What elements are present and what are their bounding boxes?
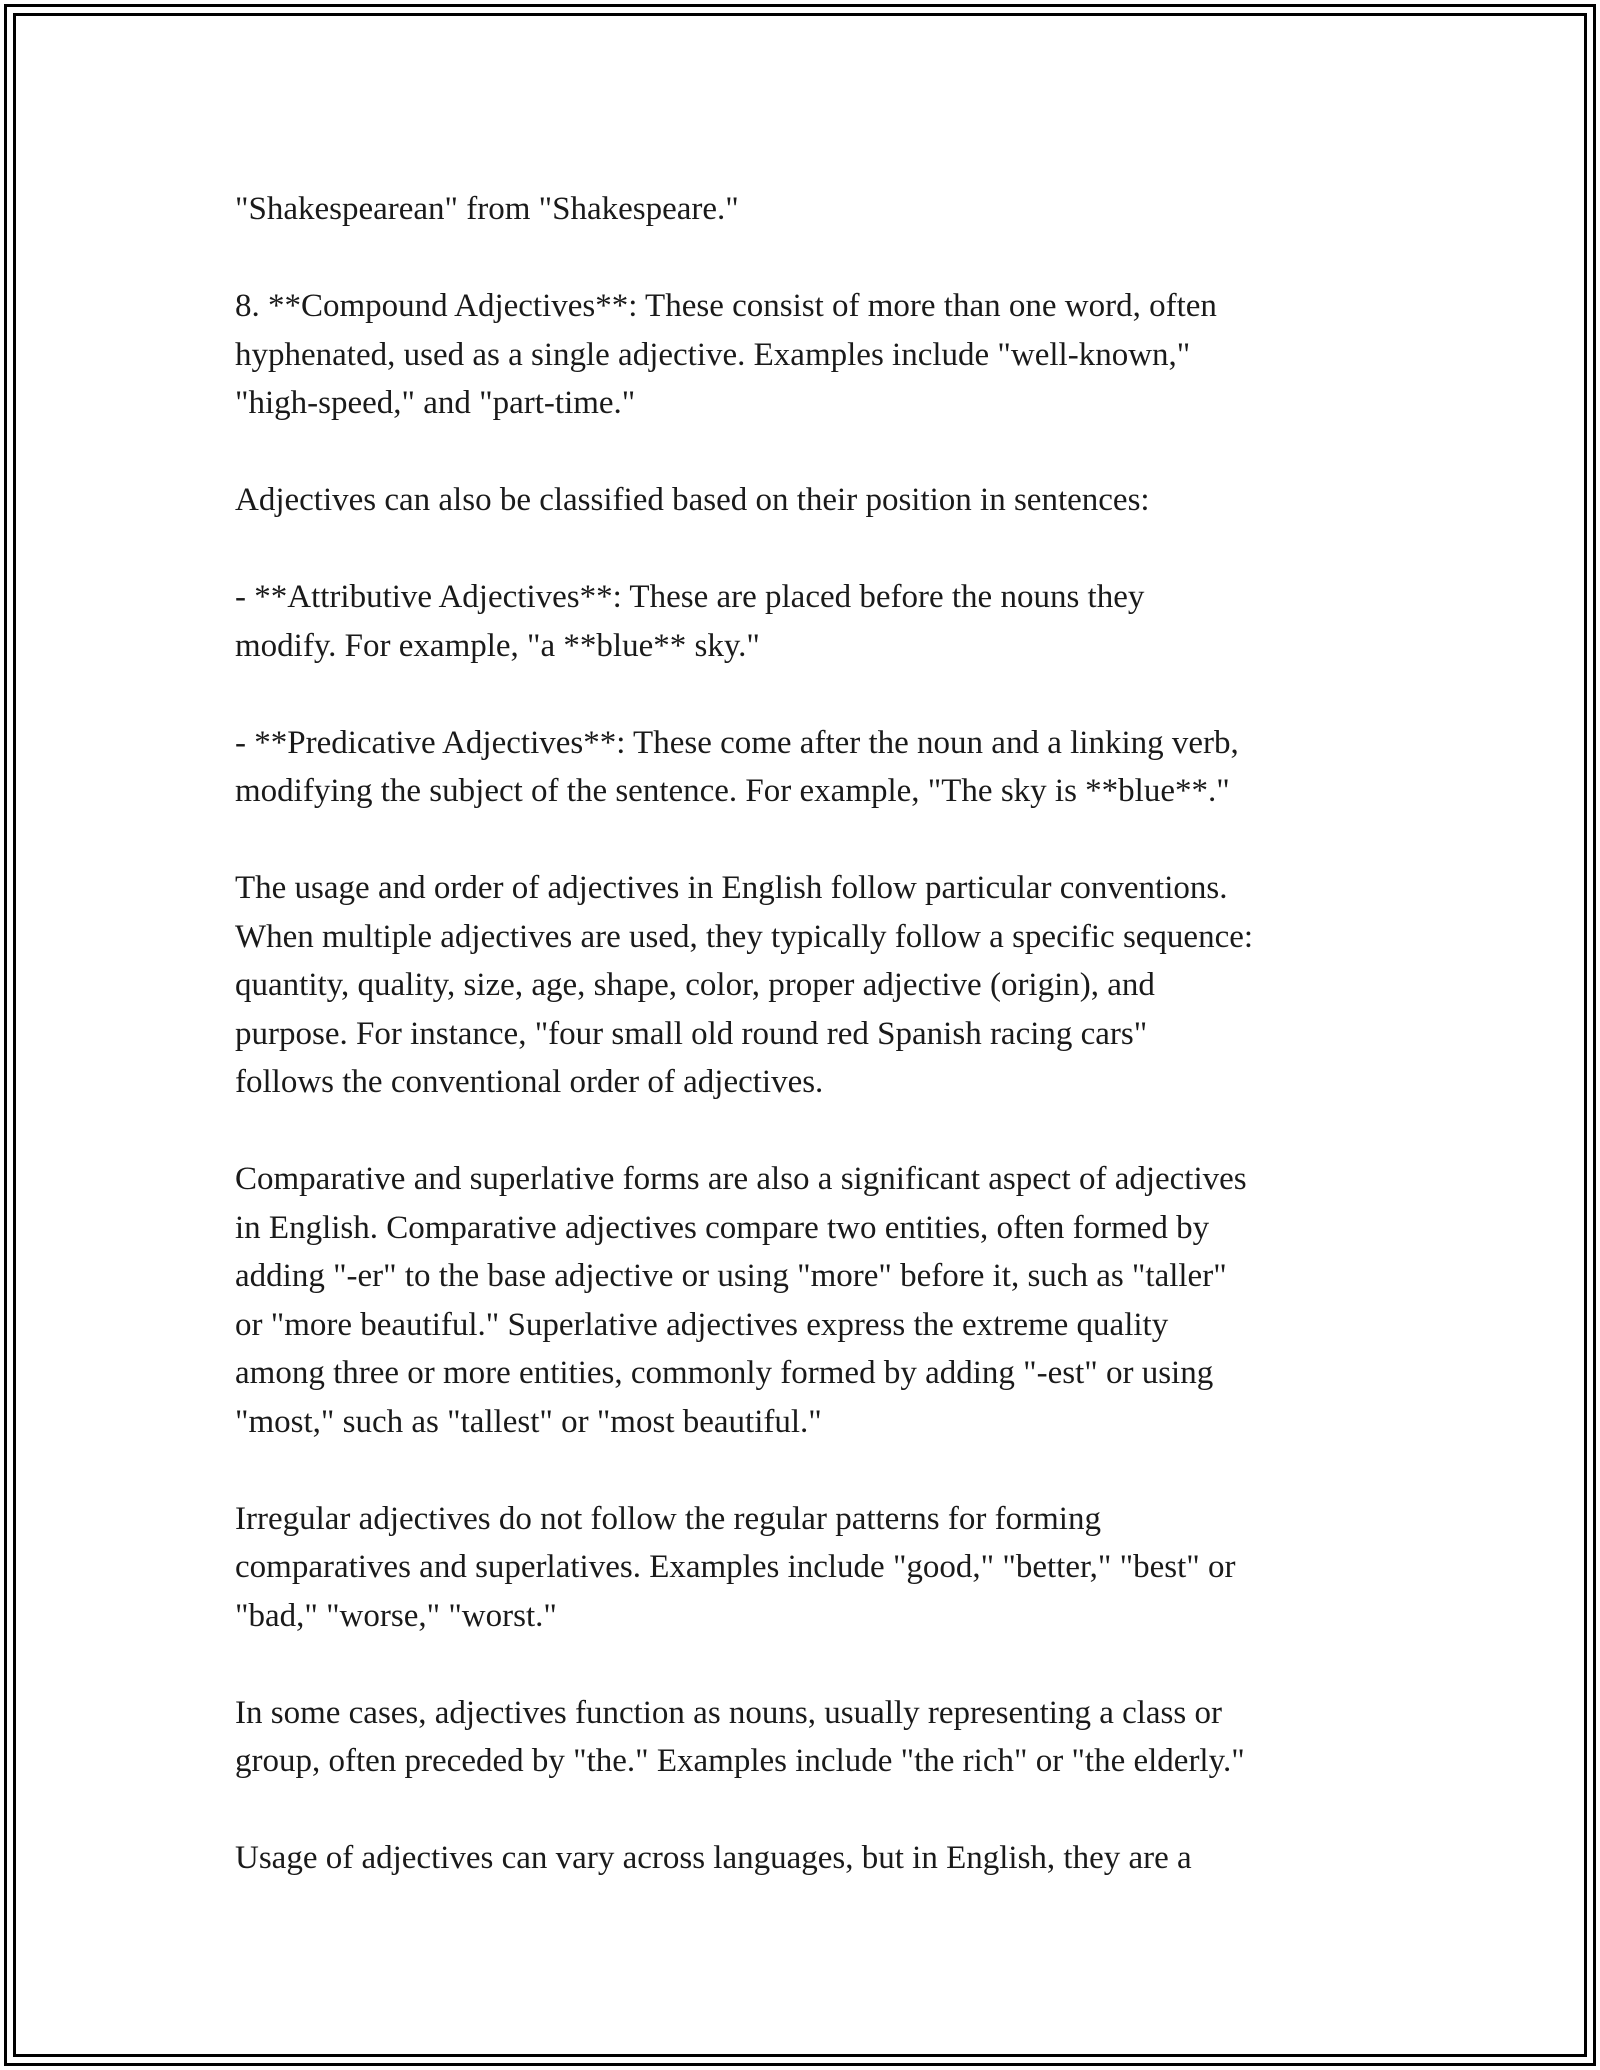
text-line: or "more beautiful." Superlative adjectives express the extreme quality <box>235 1306 1169 1343</box>
text-line: Irregular adjectives do not follow the regular patterns for forming <box>235 1500 1101 1537</box>
paragraph-adjectives-as-nouns <box>235 1689 1415 1786</box>
text-line: Usage of adjectives can vary across languages, but in English, they are a <box>235 1840 1192 1876</box>
text-line: Adjectives can also be classified based on their position in sentences: <box>235 482 1150 518</box>
text-line: hyphenated, used as a single adjective. Examples include "well-known," <box>235 336 1191 373</box>
paragraph-attributive-adjectives <box>235 573 1415 670</box>
text-line: quantity, quality, size, age, shape, color, proper adjective (origin), and <box>235 967 1155 1003</box>
paragraph-irregular-adjectives <box>235 1495 1415 1641</box>
text-line: modifying the subject of the sentence. For example, "The sky is **blue**." <box>235 773 1230 809</box>
text-line: The usage and order of adjectives in English follow particular conventions. <box>235 870 1228 906</box>
paragraph-position-classification <box>235 476 1415 525</box>
paragraph-compound-adjectives <box>235 282 1415 428</box>
text-line: Comparative and superlative forms are also a significant aspect of adjectives <box>235 1161 1247 1197</box>
text-line: "Shakespearean" from "Shakespeare." <box>235 191 739 227</box>
text-line: group, often preceded by "the." Examples include "the rich" or "the elderly." <box>235 1743 1245 1779</box>
text-line: "bad," "worse," "worst." <box>235 1597 557 1634</box>
paragraph-usage-across-languages <box>235 1834 1415 1883</box>
text-line: - **Predicative Adjectives**: These come after the noun and a linking verb, <box>235 724 1239 761</box>
text-line: "high-speed," and "part-time." <box>235 385 636 421</box>
paragraph-comparative-superlative <box>235 1155 1415 1446</box>
paragraph-shakespearean-continuation <box>235 185 1415 234</box>
text-line: follows the conventional order of adjectives. <box>235 1064 824 1100</box>
text-line: "most," such as "tallest" or "most beautiful." <box>235 1403 822 1440</box>
paragraph-adjective-order <box>235 864 1415 1107</box>
text-line: in English. Comparative adjectives compare two entities, often formed by <box>235 1209 1210 1246</box>
text-line: When multiple adjectives are used, they typically follow a specific sequence: <box>235 918 1254 955</box>
text-line: comparatives and superlatives. Examples include "good," "better," "best" or <box>235 1549 1236 1585</box>
text-line: - **Attributive Adjectives**: These are placed before the nouns they <box>235 579 1145 615</box>
document-body <box>235 185 1415 1931</box>
text-line: adding "-er" to the base adjective or using "more" before it, such as "taller" <box>235 1258 1227 1294</box>
text-line: 8. **Compound Adjectives**: These consist of more than one word, often <box>235 288 1217 324</box>
text-line: purpose. For instance, "four small old round red Spanish racing cars" <box>235 1015 1148 1052</box>
text-line: In some cases, adjectives function as nouns, usually representing a class or <box>235 1694 1222 1731</box>
text-line: modify. For example, "a **blue** sky." <box>235 627 760 664</box>
paragraph-predicative-adjectives <box>235 719 1415 816</box>
text-line: among three or more entities, commonly formed by adding "-est" or using <box>235 1355 1214 1391</box>
